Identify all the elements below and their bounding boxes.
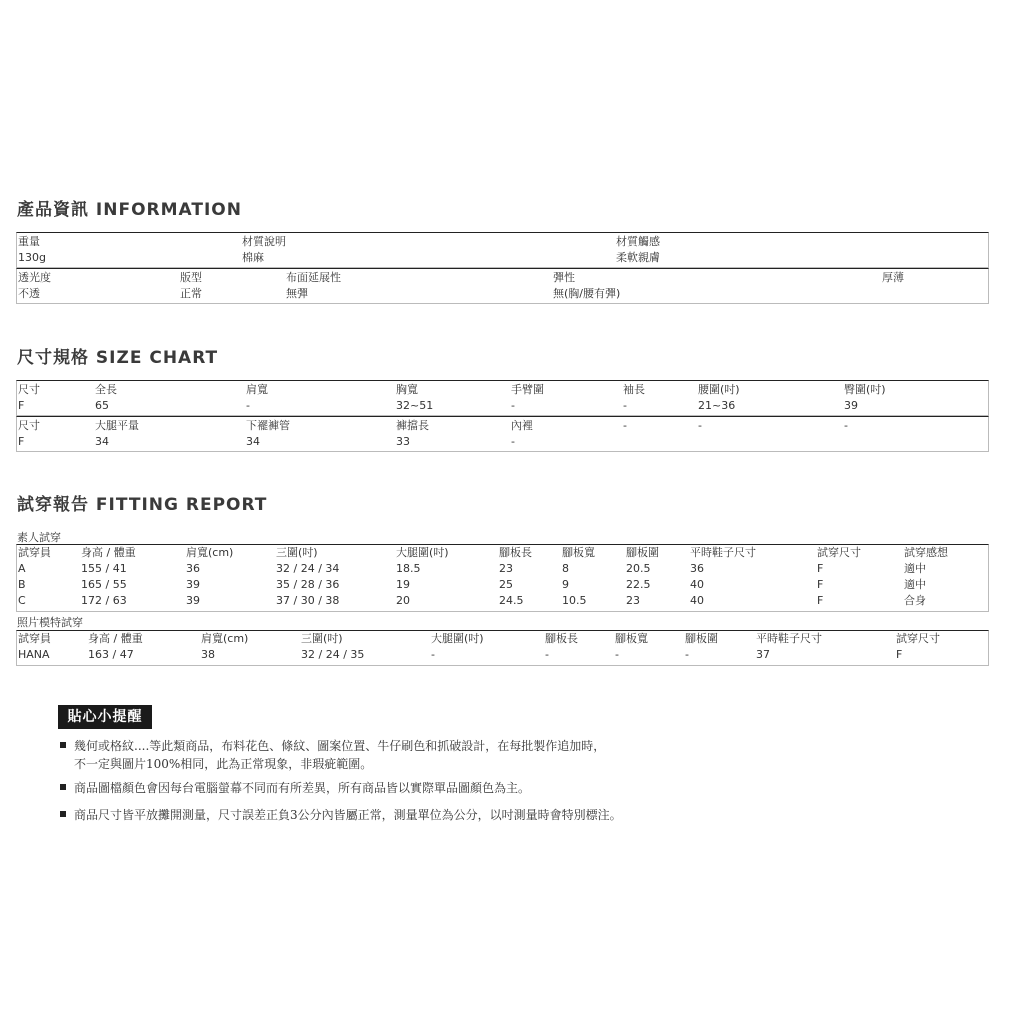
table-cell: 163 / 47	[88, 648, 134, 661]
size-cell: 下襬褲管 34	[246, 419, 290, 448]
size-cell: 手臂圍 -	[511, 383, 544, 412]
table-cell: F	[817, 594, 824, 607]
table-cell: 172 / 63	[81, 594, 127, 607]
amateur-fitting-table	[16, 544, 989, 612]
header-cell: 腳板圍	[685, 632, 718, 645]
size-cell: 褲擋長 33	[396, 419, 429, 448]
table-cell: -	[685, 648, 689, 661]
reminder-note-1-cont: 不一定與圖片100%相同，此為正常現象，非瑕疵範圍。	[74, 757, 373, 771]
table-cell: 20	[396, 594, 410, 607]
table-cell: 165 / 55	[81, 578, 127, 591]
table-cell: B	[18, 578, 26, 591]
table-cell: 40	[690, 594, 704, 607]
size-cell: 尺寸 F	[18, 419, 40, 448]
table-cell: -	[431, 648, 435, 661]
table-cell: 32 / 24 / 35	[301, 648, 365, 661]
reminder-note-1: 幾何或格紋....等此類商品，布料花色、條紋、圖案位置、牛仔刷色和抓破設計，在每批製作追加時，	[60, 737, 605, 755]
info-cell-thickness: 厚薄	[882, 271, 904, 284]
table-cell: 9	[562, 578, 569, 591]
size-cell: -	[698, 419, 702, 432]
table-cell: 20.5	[626, 562, 651, 575]
header-cell: 身高 / 體重	[88, 632, 143, 645]
header-cell: 試穿員	[18, 632, 51, 645]
size-cell: 內裡 -	[511, 419, 533, 448]
size-table	[16, 380, 989, 452]
size-cell: 尺寸 F	[18, 383, 40, 412]
size-row-1	[16, 380, 989, 416]
model-label: 照片模特試穿	[17, 616, 83, 629]
info-table	[16, 232, 989, 304]
header-cell: 大腿圍(吋)	[431, 632, 484, 645]
table-cell: 8	[562, 562, 569, 575]
table-cell: 22.5	[626, 578, 651, 591]
table-cell: F	[817, 562, 824, 575]
table-cell: F	[817, 578, 824, 591]
header-cell: 腳板寬	[562, 546, 595, 559]
info-cell-material: 材質說明 棉麻	[242, 235, 286, 264]
header-cell: 試穿員	[18, 546, 51, 559]
header-cell: 身高 / 體重	[81, 546, 136, 559]
header-cell: 腳板圍	[626, 546, 659, 559]
reminder-note-2: 商品圖檔顏色會因每台電腦螢幕不同而有所差異，所有商品皆以實際單品圖顏色為主。	[60, 779, 530, 797]
table-cell: 25	[499, 578, 513, 591]
header-cell: 試穿尺寸	[817, 546, 861, 559]
size-cell: -	[623, 419, 627, 432]
table-cell: C	[18, 594, 26, 607]
size-section-title: 尺寸規格 SIZE CHART	[17, 348, 219, 368]
info-row-2	[16, 268, 989, 304]
table-cell: 24.5	[499, 594, 524, 607]
header-cell: 試穿尺寸	[896, 632, 940, 645]
table-cell: 32 / 24 / 34	[276, 562, 340, 575]
table-cell: 39	[186, 578, 200, 591]
size-row-2	[16, 416, 989, 452]
table-cell: -	[545, 648, 549, 661]
table-cell: 適中	[904, 578, 926, 591]
table-cell: 19	[396, 578, 410, 591]
info-cell-weight: 重量 130g	[18, 235, 46, 264]
table-cell: 40	[690, 578, 704, 591]
table-cell: 23	[626, 594, 640, 607]
header-cell: 平時鞋子尺寸	[756, 632, 822, 645]
size-cell: 胸寬 32~51	[396, 383, 434, 412]
header-cell: 腳板長	[499, 546, 532, 559]
size-cell: 腰圍(吋) 21~36	[698, 383, 740, 412]
table-cell: 37 / 30 / 38	[276, 594, 340, 607]
table-cell: 合身	[904, 594, 926, 607]
size-cell: 袖長 -	[623, 383, 645, 412]
table-cell: 18.5	[396, 562, 421, 575]
table-cell: 37	[756, 648, 770, 661]
table-cell: 10.5	[562, 594, 587, 607]
info-cell-elasticity: 彈性 無(胸/腰有彈)	[553, 271, 621, 300]
table-cell: 39	[186, 594, 200, 607]
bullet-icon	[60, 742, 66, 748]
size-cell: 大腿平量 34	[95, 419, 139, 448]
bullet-icon	[60, 784, 66, 790]
info-row-1	[16, 232, 989, 268]
table-cell: 適中	[904, 562, 926, 575]
reminder-badge: 貼心小提醒	[58, 705, 152, 729]
info-cell-fit: 版型 正常	[180, 271, 202, 300]
info-cell-stretch: 布面延展性 無彈	[286, 271, 341, 300]
table-cell: 35 / 28 / 36	[276, 578, 340, 591]
header-cell: 三圍(吋)	[301, 632, 343, 645]
table-cell: A	[18, 562, 26, 575]
info-section-title: 產品資訊 INFORMATION	[17, 200, 242, 220]
header-cell: 肩寬(cm)	[201, 632, 249, 645]
table-cell: F	[896, 648, 903, 661]
table-cell: 155 / 41	[81, 562, 127, 575]
table-cell: 36	[186, 562, 200, 575]
info-cell-texture: 材質觸感 柔軟親膚	[616, 235, 660, 264]
bullet-icon	[60, 811, 66, 817]
info-cell-opacity: 透光度 不透	[18, 271, 51, 300]
table-cell: 36	[690, 562, 704, 575]
model-fitting-table	[16, 630, 989, 666]
header-cell: 大腿圍(吋)	[396, 546, 449, 559]
reminder-note-3: 商品尺寸皆平放攤開測量，尺寸誤差正負3公分內皆屬正常，測量單位為公分，以吋測量時會特別標注。	[60, 806, 622, 824]
table-cell: 23	[499, 562, 513, 575]
amateur-label: 素人試穿	[17, 531, 61, 544]
size-cell: 臀圍(吋) 39	[844, 383, 886, 412]
header-cell: 試穿感想	[904, 546, 948, 559]
size-cell: 肩寬 -	[246, 383, 268, 412]
size-cell: -	[844, 419, 848, 432]
header-cell: 腳板寬	[615, 632, 648, 645]
header-cell: 平時鞋子尺寸	[690, 546, 756, 559]
table-cell: 38	[201, 648, 215, 661]
size-cell: 全長 65	[95, 383, 117, 412]
header-cell: 腳板長	[545, 632, 578, 645]
fitting-section-title: 試穿報告 FITTING REPORT	[17, 495, 268, 515]
header-cell: 三圍(吋)	[276, 546, 318, 559]
header-cell: 肩寬(cm)	[186, 546, 234, 559]
table-cell: HANA	[18, 648, 50, 661]
table-cell: -	[615, 648, 619, 661]
